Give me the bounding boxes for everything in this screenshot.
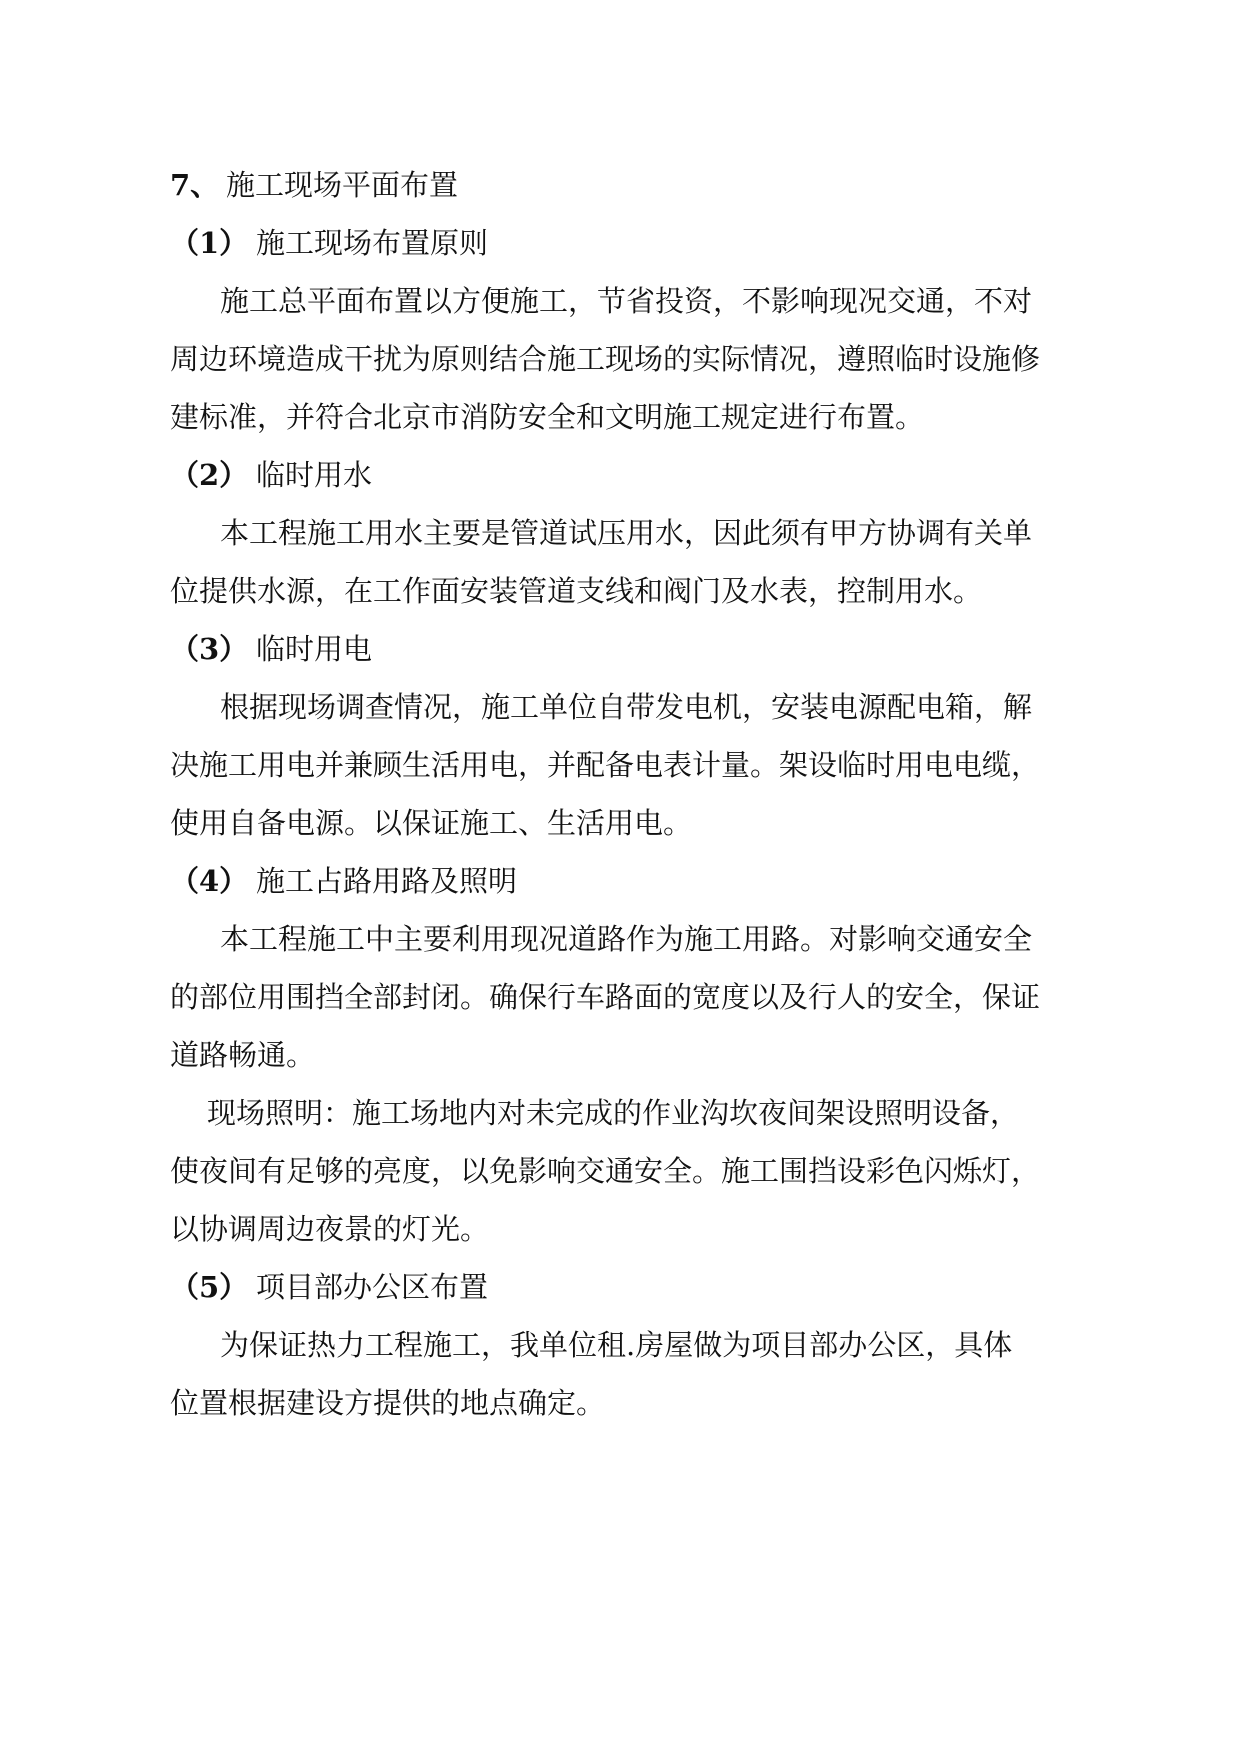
subsection-title: 临时用水: [256, 458, 373, 492]
subsection-heading-1: [170, 223, 488, 263]
section-number: 7、: [170, 168, 220, 202]
subsection-heading-3: [170, 629, 372, 669]
subsection-number: （2）: [170, 458, 249, 492]
paragraph-line: 施工总平面布置以方便施工，节省投资，不影响现况交通，不对: [220, 284, 1033, 318]
paragraph-line: 位置根据建设方提供的地点确定。: [170, 1386, 606, 1420]
paragraph-line: 为保证热力工程施工，我单位租.房屋做为项目部办公区，具体: [220, 1328, 1013, 1362]
section-title: 施工现场平面布置: [226, 168, 459, 202]
section-heading: [170, 165, 458, 205]
paragraph-line: 周边环境造成干扰为原则结合施工现场的实际情况，遵照临时设施修: [170, 342, 1041, 376]
subsection-number: （5）: [170, 1270, 249, 1304]
subsection-number: （1）: [170, 226, 249, 260]
subsection-title: 临时用电: [256, 632, 373, 666]
subsection-number: （4）: [170, 864, 249, 898]
subsection-heading-2: [170, 455, 372, 495]
paragraph-line: 以协调周边夜景的灯光。: [170, 1212, 490, 1246]
subsection-title: 施工占路用路及照明: [256, 864, 518, 898]
subsection-title: 施工现场布置原则: [256, 226, 489, 260]
subsection-number: （3）: [170, 632, 249, 666]
paragraph-line: 建标准，并符合北京市消防安全和文明施工规定进行布置。: [170, 400, 925, 434]
paragraph-line: 的部位用围挡全部封闭。确保行车路面的宽度以及行人的安全，保证: [170, 980, 1041, 1014]
paragraph-line: 道路畅通。: [170, 1038, 316, 1072]
paragraph-line: 使夜间有足够的亮度，以免影响交通安全。施工围挡设彩色闪烁灯，: [170, 1154, 1041, 1188]
subsection-heading-4: [170, 861, 517, 901]
paragraph-line: 位提供水源，在工作面安装管道支线和阀门及水表，控制用水。: [170, 574, 983, 608]
paragraph-line: 根据现场调查情况，施工单位自带发电机，安装电源配电箱，解: [220, 690, 1033, 724]
paragraph-line: 现场照明：施工场地内对未完成的作业沟坎夜间架设照明设备，: [207, 1096, 1020, 1130]
paragraph-line: 本工程施工中主要利用现况道路作为施工用路。对影响交通安全: [220, 922, 1033, 956]
subsection-title: 项目部办公区布置: [256, 1270, 489, 1304]
paragraph-line: 决施工用电并兼顾生活用电，并配备电表计量。架设临时用电电缆，: [170, 748, 1041, 782]
paragraph-line: 本工程施工用水主要是管道试压用水，因此须有甲方协调有关单: [220, 516, 1033, 550]
paragraph-line: 使用自备电源。以保证施工、生活用电。: [170, 806, 693, 840]
subsection-heading-5: [170, 1267, 488, 1307]
